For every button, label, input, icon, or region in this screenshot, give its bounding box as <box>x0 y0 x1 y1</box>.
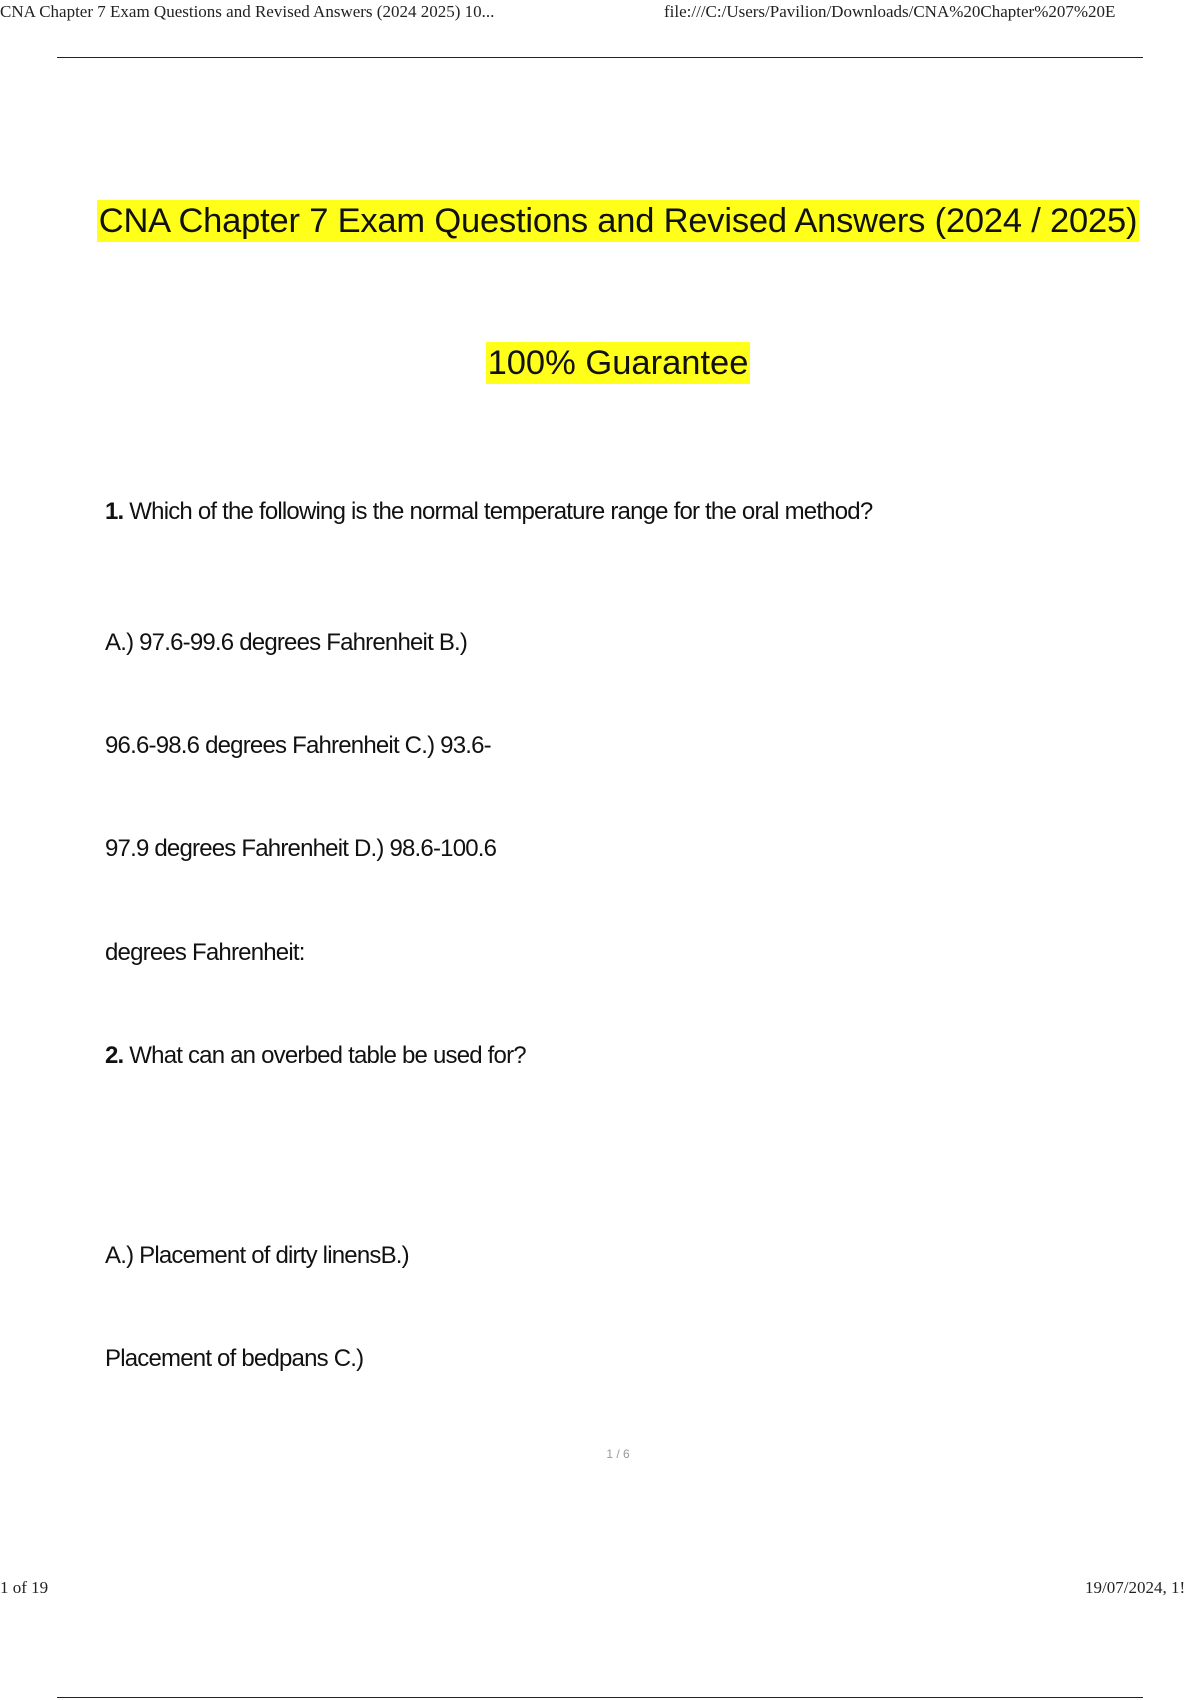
print-header-url: file:///C:/Users/Pavilion/Downloads/CNA%20Chapter%207%20E <box>664 2 1116 21</box>
answer-line: 96.6-98.6 degrees Fahrenheit C.) 93.6- <box>105 732 491 759</box>
question-number: 1. <box>105 498 124 525</box>
header-divider <box>57 57 1143 58</box>
print-footer-datetime: 19/07/2024, 1! <box>1085 1578 1186 1597</box>
answer-line: 97.9 degrees Fahrenheit D.) 98.6-100.6 <box>105 835 497 862</box>
document-title <box>0 198 1200 244</box>
answer-line: Placement of bedpans C.) <box>105 1345 364 1372</box>
question-number: 2. <box>105 1042 124 1069</box>
question-2 <box>105 1041 526 1071</box>
question-1 <box>105 497 872 527</box>
subtitle-highlight: 100% Guarantee <box>487 344 749 382</box>
print-footer-page-counter: 1 of 19 <box>0 1578 49 1597</box>
question-text: Which of the following is the normal temperature range for the oral method? <box>123 498 873 525</box>
answer-line: A.) 97.6-99.6 degrees Fahrenheit B.) <box>105 629 468 656</box>
footer-divider <box>57 1697 1143 1698</box>
title-highlight: CNA Chapter 7 Exam Questions and Revised Answers (2024 / 2025) <box>98 202 1138 240</box>
print-header-title: CNA Chapter 7 Exam Questions and Revised Answers (2024 2025) 10... <box>0 2 495 21</box>
page-indicator: 1 / 6 <box>606 1447 630 1461</box>
question-text: What can an overbed table be used for? <box>123 1042 526 1069</box>
print-header <box>0 2 1200 26</box>
answer-line: degrees Fahrenheit: <box>105 939 305 966</box>
document-subtitle <box>0 340 1200 386</box>
answer-line: A.) Placement of dirty linensB.) <box>105 1242 409 1269</box>
print-footer <box>0 1578 1200 1602</box>
